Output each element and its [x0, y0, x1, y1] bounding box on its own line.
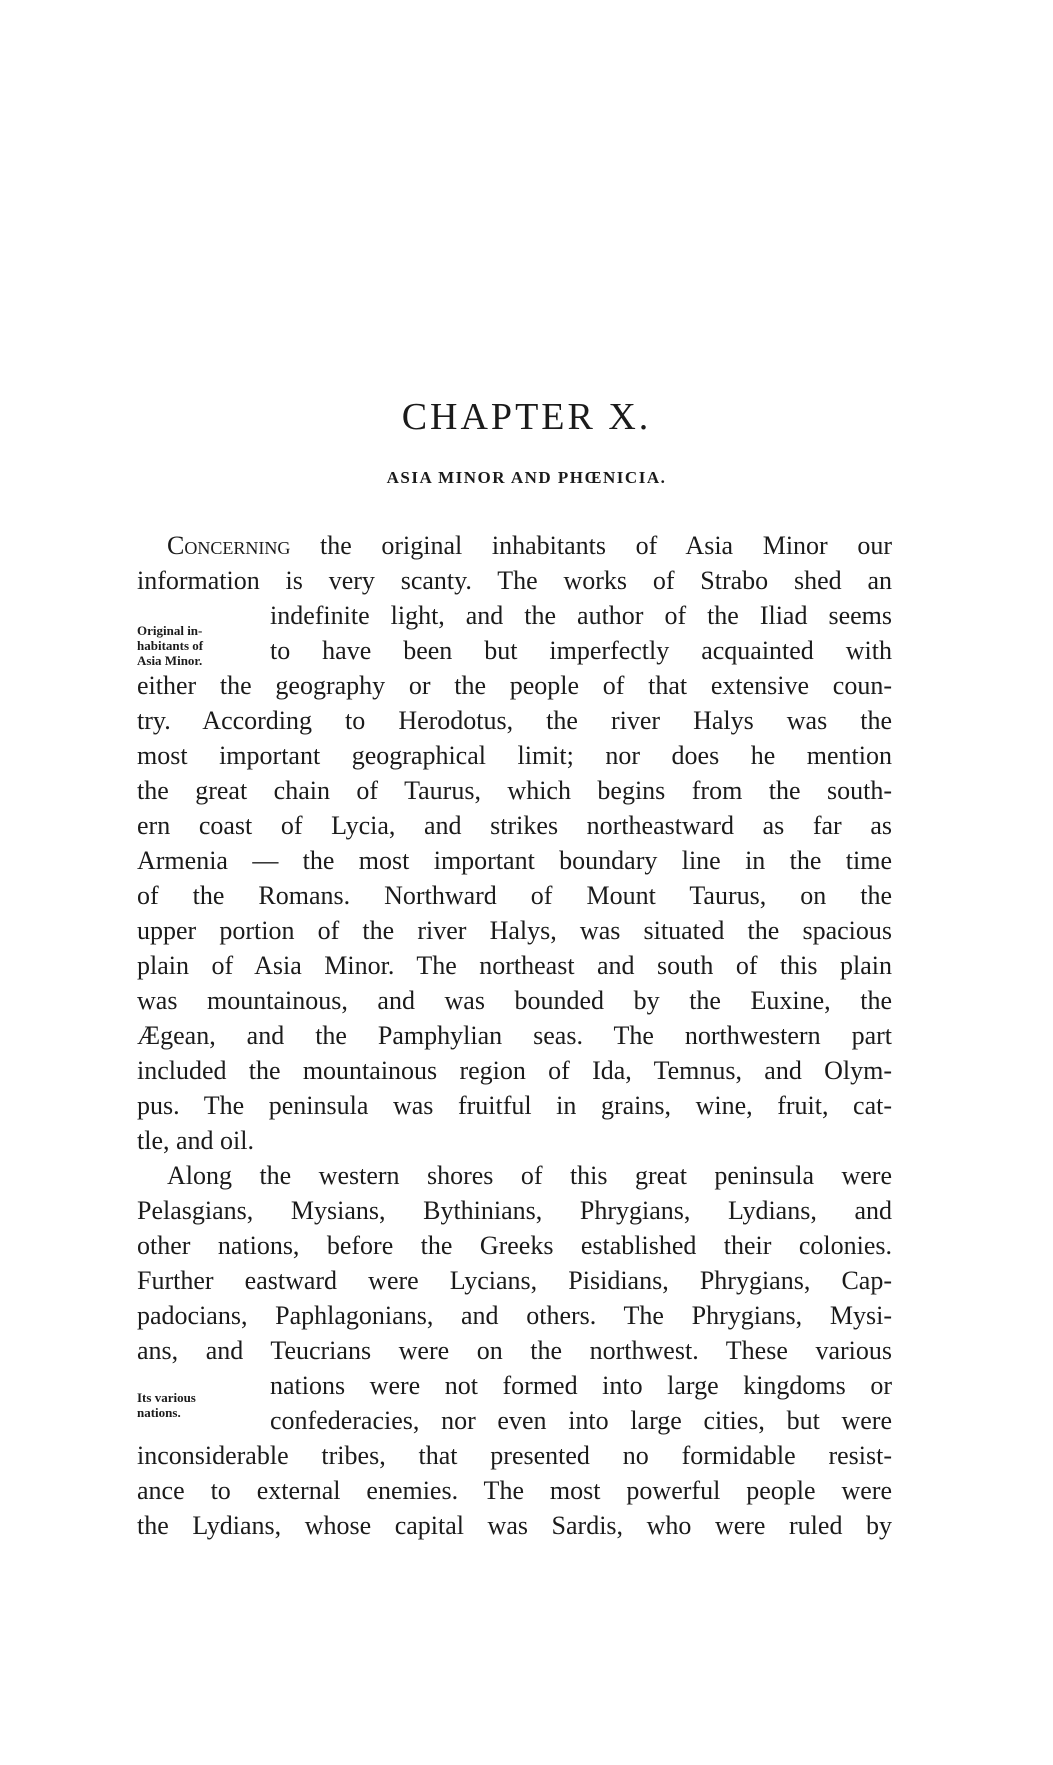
paragraph-1-line: upper portion of the river Halys, was situated the spacious: [137, 916, 892, 945]
paragraph-2-line: Along the western shores of this great peninsula were: [167, 1161, 892, 1190]
paragraph-1-line: tle, and oil.: [137, 1126, 254, 1155]
paragraph-2-line: confederacies, nor even into large cities, but were: [270, 1406, 892, 1435]
paragraph-1-line: was mountainous, and was bounded by the Euxine, the: [137, 986, 892, 1015]
paragraph-1-line: Ægean, and the Pamphylian seas. The northwestern part: [137, 1021, 892, 1050]
paragraph-1-line: indefinite light, and the author of the Iliad seems: [270, 601, 892, 630]
paragraph-1-line: information is very scanty. The works of Strabo shed an: [137, 566, 892, 595]
lead-word: Concerning: [167, 531, 291, 560]
margin-note-line: Original in-: [137, 623, 203, 638]
paragraph-2-line: Pelasgians, Mysians, Bythinians, Phrygians, Lydians, and: [137, 1196, 892, 1225]
chapter-subtitle: ASIA MINOR AND PHŒNICIA.: [386, 468, 667, 487]
paragraph-1-line: ern coast of Lycia, and strikes northeastward as far as: [137, 811, 892, 840]
margin-note-line: Its various: [137, 1390, 196, 1405]
paragraph-2-line: inconsiderable tribes, that presented no formidable resist-: [137, 1441, 892, 1470]
paragraph-1-line: of the Romans. Northward of Mount Taurus, on the: [137, 881, 892, 910]
margin-note-line: Asia Minor.: [137, 653, 203, 668]
paragraph-1-line: included the mountainous region of Ida, Temnus, and Olym-: [137, 1056, 892, 1085]
paragraph-2-line: padocians, Paphlagonians, and others. The Phrygians, Mysi-: [137, 1301, 892, 1330]
paragraph-2-line: ance to external enemies. The most powerful people were: [137, 1476, 892, 1505]
margin-note-line: habitants of: [137, 638, 204, 653]
paragraph-1-line: pus. The peninsula was fruitful in grains, wine, fruit, cat-: [137, 1091, 892, 1120]
paragraph-1-line: to have been but imperfectly acquainted with: [270, 636, 892, 665]
paragraph-2-line: Further eastward were Lycians, Pisidians, Phrygians, Cap-: [137, 1266, 892, 1295]
line-text: the original inhabitants of Asia Minor our: [290, 531, 892, 560]
margin-note-original-inhabitants: [137, 623, 203, 668]
paragraph-1-line: plain of Asia Minor. The northeast and south of this plain: [137, 951, 892, 980]
paragraph-1-line: try. According to Herodotus, the river Halys was the: [137, 706, 892, 735]
paragraph-1-line: [167, 528, 892, 564]
paragraph-2-line: the Lydians, whose capital was Sardis, who were ruled by: [137, 1511, 892, 1540]
margin-note-various-nations: [137, 1390, 196, 1420]
paragraph-1-line: either the geography or the people of that extensive coun-: [137, 671, 892, 700]
paragraph-2-line: other nations, before the Greeks established their colonies.: [137, 1231, 892, 1260]
paragraph-1-line: Armenia — the most important boundary line in the time: [137, 846, 892, 875]
chapter-title: CHAPTER X.: [401, 396, 652, 438]
paragraph-2-line: nations were not formed into large kingdoms or: [270, 1371, 892, 1400]
margin-note-line: nations.: [137, 1405, 181, 1420]
paragraph-2-line: ans, and Teucrians were on the northwest. These various: [137, 1336, 892, 1365]
paragraph-1-line: most important geographical limit; nor does he mention: [137, 741, 892, 770]
paragraph-1-line: the great chain of Taurus, which begins from the south-: [137, 776, 892, 805]
